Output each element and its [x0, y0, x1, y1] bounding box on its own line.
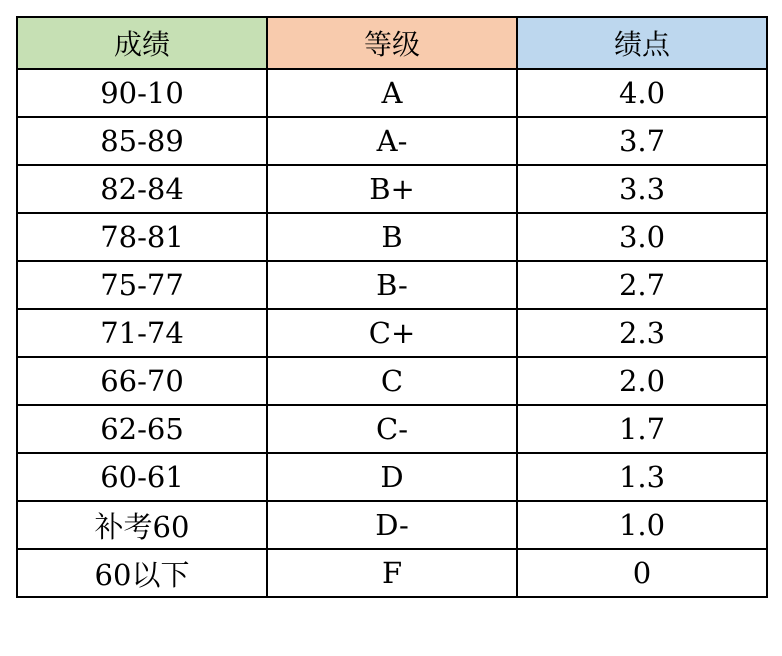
gpa-cell: 1.0 [517, 501, 767, 549]
table-row [17, 117, 767, 165]
score-cell: 82-84 [17, 165, 267, 213]
header-row [17, 17, 767, 69]
table-row [17, 453, 767, 501]
grade-cell: A [267, 69, 517, 117]
table-row [17, 501, 767, 549]
gpa-cell: 3.7 [517, 117, 767, 165]
grade-cell: D- [267, 501, 517, 549]
score-cell: 71-74 [17, 309, 267, 357]
gpa-cell: 1.3 [517, 453, 767, 501]
header-grade: 等级 [267, 17, 517, 69]
gpa-cell: 2.0 [517, 357, 767, 405]
grade-cell: D [267, 453, 517, 501]
table-row [17, 165, 767, 213]
score-cell: 60-61 [17, 453, 267, 501]
header-gpa: 绩点 [517, 17, 767, 69]
grade-cell: B+ [267, 165, 517, 213]
table-row [17, 357, 767, 405]
gpa-cell: 1.7 [517, 405, 767, 453]
table-row [17, 405, 767, 453]
table-row [17, 69, 767, 117]
score-cell: 62-65 [17, 405, 267, 453]
grade-cell: C [267, 357, 517, 405]
score-cell: 85-89 [17, 117, 267, 165]
grade-cell: F [267, 549, 517, 597]
table-row [17, 309, 767, 357]
gpa-cell: 2.7 [517, 261, 767, 309]
gpa-cell: 4.0 [517, 69, 767, 117]
gpa-cell: 2.3 [517, 309, 767, 357]
grade-cell: B [267, 213, 517, 261]
score-cell: 78-81 [17, 213, 267, 261]
score-cell: 90-10 [17, 69, 267, 117]
gpa-cell: 3.3 [517, 165, 767, 213]
score-cell: 60以下 [17, 549, 267, 597]
grade-cell: A- [267, 117, 517, 165]
grade-cell: C- [267, 405, 517, 453]
gpa-cell: 0 [517, 549, 767, 597]
table-row [17, 549, 767, 597]
table-row [17, 261, 767, 309]
score-cell: 75-77 [17, 261, 267, 309]
grade-cell: B- [267, 261, 517, 309]
grade-table [16, 16, 768, 598]
header-score: 成绩 [17, 17, 267, 69]
score-cell: 补考60 [17, 501, 267, 549]
table-row [17, 213, 767, 261]
gpa-cell: 3.0 [517, 213, 767, 261]
grade-cell: C+ [267, 309, 517, 357]
score-cell: 66-70 [17, 357, 267, 405]
